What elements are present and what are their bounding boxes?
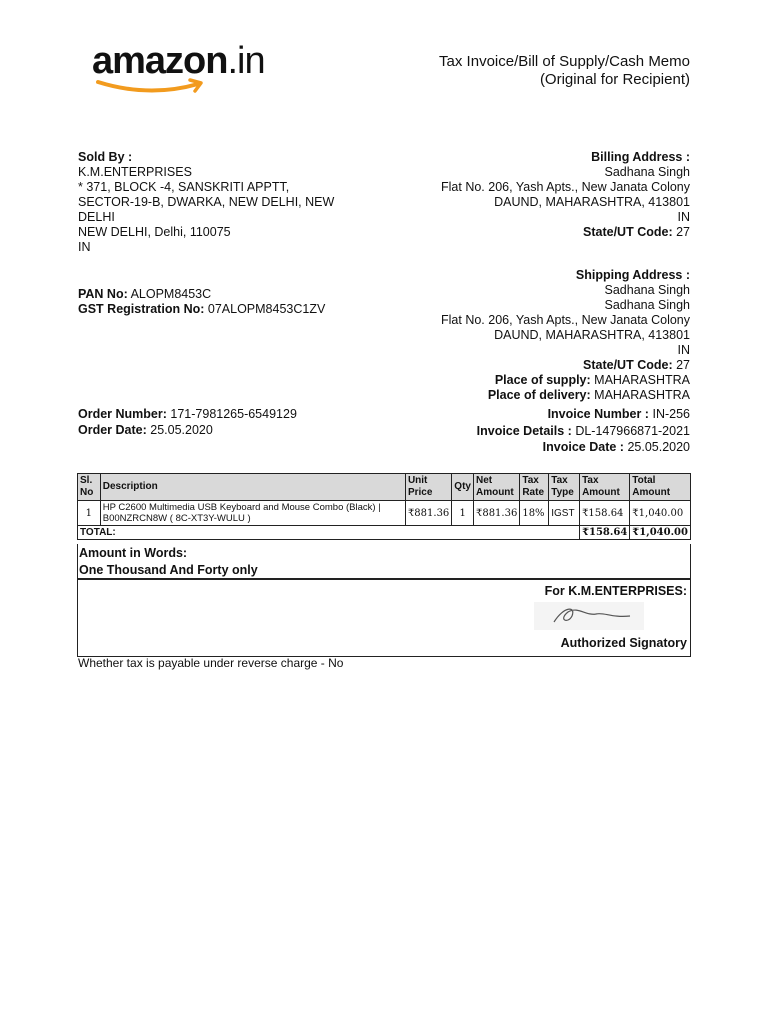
cell-description: HP C2600 Multimedia USB Keyboard and Mouse Combo (Black) | B00NZRCN8W ( 8C-XT3Y-WULU ) <box>100 501 405 526</box>
document-title: Tax Invoice/Bill of Supply/Cash Memo <box>439 53 690 70</box>
authorized-signatory: Authorized Signatory <box>560 636 687 650</box>
smile-arrow-icon <box>94 78 214 96</box>
order-block <box>78 406 378 438</box>
shipping-line: Sadhana Singh <box>604 283 690 297</box>
gst-number: GST Registration No: 07ALOPM8453C1ZV <box>78 302 326 316</box>
cell-unit-price: ₹881.36 <box>405 501 451 526</box>
seller-name: K.M.ENTERPRISES <box>78 165 192 179</box>
total-tax: ₹158.64 <box>580 526 630 540</box>
place-of-supply: Place of supply: MAHARASHTRA <box>494 373 690 387</box>
signature-image <box>534 602 644 630</box>
table-row <box>78 501 691 526</box>
cell-qty: 1 <box>452 501 474 526</box>
amount-words-value: One Thousand And Forty only <box>79 563 258 577</box>
col-header: Sl. No <box>78 474 101 501</box>
total-row <box>78 526 691 540</box>
shipping-line: DAUND, MAHARASHTRA, 413801 <box>494 328 690 342</box>
col-header: Unit Price <box>405 474 451 501</box>
billing-state: State/UT Code: 27 <box>583 225 690 239</box>
shipping-state: State/UT Code: 27 <box>583 358 690 372</box>
billing-label: Billing Address : <box>591 150 690 164</box>
sold-by-label: Sold By : <box>78 150 133 164</box>
cell-tax-rate: 18% <box>520 501 549 526</box>
cell-tax-amount: ₹158.64 <box>580 501 630 526</box>
shipping-line: Sadhana Singh <box>604 298 690 312</box>
col-header: Description <box>100 474 405 501</box>
order-date: Order Date: 25.05.2020 <box>78 423 213 437</box>
col-header: Net Amount <box>473 474 519 501</box>
order-number: Order Number: 171-7981265-6549129 <box>78 407 297 421</box>
cell-tax-type: IGST <box>549 501 580 526</box>
invoice-details: Invoice Details : DL-147966871-2021 <box>476 423 690 438</box>
col-header: Tax Rate <box>520 474 549 501</box>
col-header: Tax Type <box>549 474 580 501</box>
cell-sl: 1 <box>78 501 101 526</box>
invoice-date: Invoice Date : 25.05.2020 <box>542 440 690 454</box>
logo-wordmark: amazon.in <box>92 40 265 82</box>
for-seller-label: For K.M.ENTERPRISES: <box>544 584 687 598</box>
table-header-row <box>78 474 691 501</box>
seller-address-line: DELHI <box>78 210 115 224</box>
cell-net-amount: ₹881.36 <box>473 501 519 526</box>
amount-in-words-box <box>77 544 691 579</box>
total-label: TOTAL: <box>78 526 580 540</box>
cell-total-amount: ₹1,040.00 <box>630 501 691 526</box>
reverse-charge-note: Whether tax is payable under reverse charge - No <box>78 656 344 670</box>
tax-id-block <box>78 287 418 317</box>
total-amount: ₹1,040.00 <box>630 526 691 540</box>
seller-address-line: SECTOR-19-B, DWARKA, NEW DELHI, NEW <box>78 195 335 209</box>
seller-address-line: NEW DELHI, Delhi, 110075 <box>78 225 231 239</box>
billing-line: Sadhana Singh <box>604 165 690 179</box>
items-table <box>77 473 691 540</box>
col-header: Qty <box>452 474 474 501</box>
invoice-block <box>350 406 690 456</box>
invoice-number: Invoice Number : IN-256 <box>547 407 690 421</box>
seller-block <box>78 150 378 255</box>
amazon-logo <box>72 38 312 102</box>
billing-line: DAUND, MAHARASHTRA, 413801 <box>494 195 690 209</box>
seller-address-line: IN <box>78 240 91 254</box>
billing-line: IN <box>677 210 690 224</box>
signature-box <box>77 579 691 657</box>
place-of-delivery: Place of delivery: MAHARASHTRA <box>487 388 690 402</box>
shipping-line: IN <box>677 343 690 357</box>
billing-block <box>350 150 690 240</box>
col-header: Tax Amount <box>580 474 630 501</box>
document-subtitle: (Original for Recipient) <box>539 71 690 88</box>
shipping-label: Shipping Address : <box>575 268 690 282</box>
billing-line: Flat No. 206, Yash Apts., New Janata Colony <box>441 180 690 194</box>
shipping-line: Flat No. 206, Yash Apts., New Janata Colony <box>441 313 690 327</box>
col-header: Total Amount <box>630 474 691 501</box>
amount-words-label: Amount in Words: <box>79 546 188 560</box>
seller-address-line: * 371, BLOCK -4, SANSKRITI APPTT, <box>78 180 290 194</box>
pan-number: PAN No: ALOPM8453C <box>78 287 212 301</box>
